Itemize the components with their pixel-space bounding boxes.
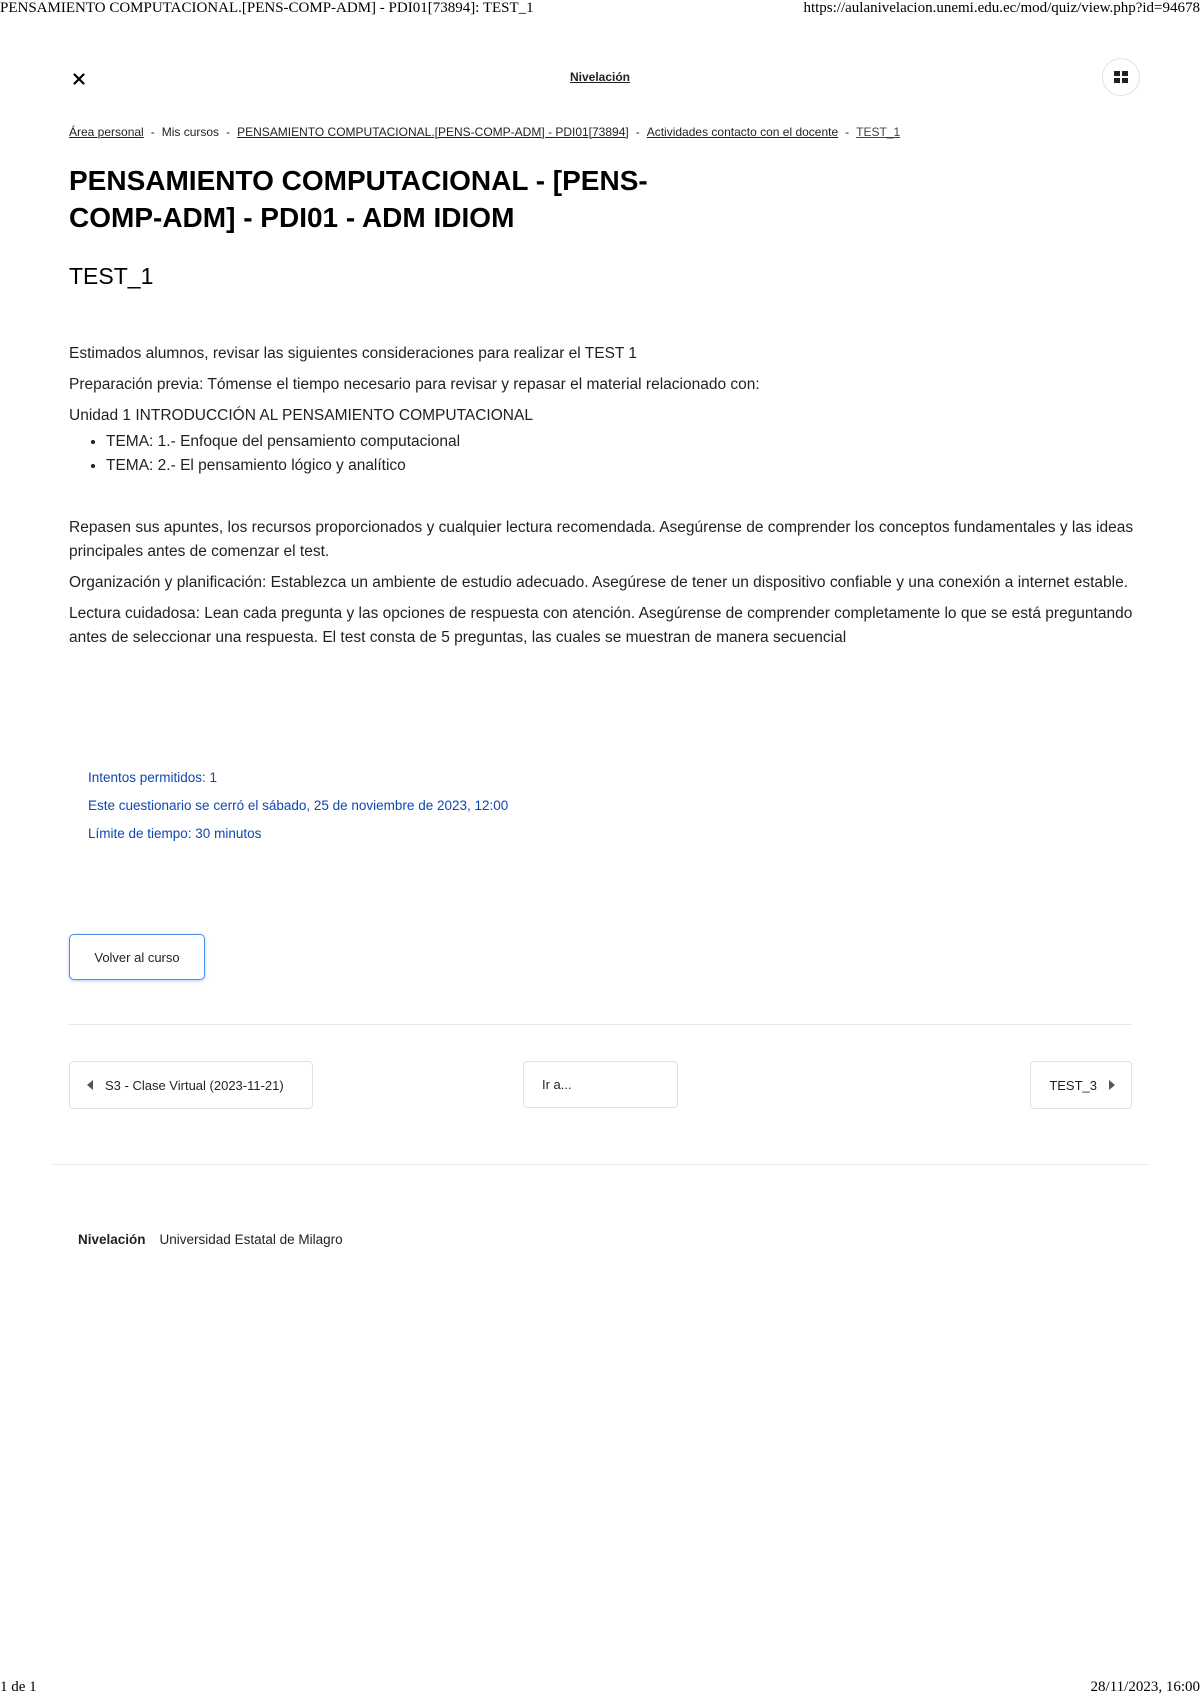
intro-unit: Unidad 1 INTRODUCCIÓN AL PENSAMIENTO COMPUTACIONAL xyxy=(69,407,533,424)
divider xyxy=(69,1024,1132,1025)
print-header-url: https://aulanivelacion.unemi.edu.ec/mod/quiz/view.php?id=94678 xyxy=(803,0,1200,16)
intro-paragraph: Estimados alumnos, revisar las siguientes consideraciones para realizar el TEST 1 xyxy=(69,345,638,362)
breadcrumb-item-current[interactable]: TEST_1 xyxy=(856,125,901,139)
quiz-info xyxy=(88,770,508,854)
print-header-title: PENSAMIENTO COMPUTACIONAL.[PENS-COMP-ADM] - PDI01[73894]: TEST_1 xyxy=(0,0,534,16)
footer-divider xyxy=(52,1164,1149,1165)
breadcrumb-separator: - xyxy=(226,125,231,139)
breadcrumb-separator: - xyxy=(635,125,640,139)
breadcrumb-separator: - xyxy=(150,125,155,139)
breadcrumb-item-section[interactable]: Actividades contacto con el docente xyxy=(646,125,839,139)
topic-list xyxy=(69,430,1134,478)
breadcrumb-separator: - xyxy=(845,125,850,139)
footer-brand: Nivelación xyxy=(78,1232,146,1247)
intro-paragraph: Organización y planificación: Establezca un ambiente de estudio adecuado. Asegúrese de tener un dispositivo confiable y una conexión a internet estable. xyxy=(69,574,1128,591)
time-limit: Límite de tiempo: 30 minutos xyxy=(88,826,262,841)
print-page-number: 1 de 1 xyxy=(0,1679,37,1695)
next-activity-link[interactable] xyxy=(1030,1061,1132,1109)
caret-right-icon xyxy=(1109,1080,1115,1090)
jump-to-label: Ir a... xyxy=(542,1077,572,1092)
caret-left-icon xyxy=(87,1080,93,1090)
breadcrumb xyxy=(69,125,900,139)
quiz-intro xyxy=(69,342,1134,657)
next-activity-label: TEST_3 xyxy=(1049,1077,1097,1093)
grid-icon xyxy=(1114,71,1128,83)
prev-activity-label: S3 - Clase Virtual (2023-11-21) xyxy=(105,1077,284,1093)
intro-paragraph: Repasen sus apuntes, los recursos proporcionados y cualquier lectura recomendada. Asegúrense de comprender los conceptos fundamentales y las ideas principales antes de comenzar el test. xyxy=(69,519,1134,560)
back-to-course-button[interactable]: Volver al curso xyxy=(69,934,205,980)
site-title-link[interactable]: Nivelación xyxy=(569,70,631,84)
quiz-title: TEST_1 xyxy=(69,263,154,289)
footer-org: Universidad Estatal de Milagro xyxy=(159,1232,343,1247)
attempts-allowed: Intentos permitidos: 1 xyxy=(88,770,218,785)
intro-paragraph: Preparación previa: Tómense el tiempo necesario para revisar y repasar el material relacionado con: xyxy=(69,376,760,393)
print-timestamp: 28/11/2023, 16:00 xyxy=(1090,1679,1200,1695)
page-footer xyxy=(78,1232,343,1247)
topic-item: • TEMA: 2.- El pensamiento lógico y analítico xyxy=(106,454,1134,478)
topic-item: • TEMA: 1.- Enfoque del pensamiento computacional xyxy=(106,430,1134,454)
breadcrumb-item-area-personal[interactable]: Área personal xyxy=(69,125,144,139)
prev-activity-link[interactable] xyxy=(69,1061,313,1109)
course-title: PENSAMIENTO COMPUTACIONAL - [PENS-COMP-ADM] - PDI01 - ADM IDIOM xyxy=(69,165,648,233)
block-drawer-button[interactable] xyxy=(1102,58,1140,96)
breadcrumb-item-course[interactable]: PENSAMIENTO COMPUTACIONAL.[PENS-COMP-ADM] - PDI01[73894] xyxy=(237,125,629,139)
jump-to-activity-select[interactable] xyxy=(523,1061,678,1108)
intro-paragraph: Lectura cuidadosa: Lean cada pregunta y las opciones de respuesta con atención. Asegúrense de comprender completamente lo que se está preguntando antes de seleccionar una respuesta. El test consta de 5 preguntas, las cuales se muestran de manera secuencial xyxy=(69,605,1133,646)
breadcrumb-item-mis-cursos: Mis cursos xyxy=(161,125,220,139)
quiz-closed-date: Este cuestionario se cerró el sábado, 25 de noviembre de 2023, 12:00 xyxy=(88,798,509,813)
